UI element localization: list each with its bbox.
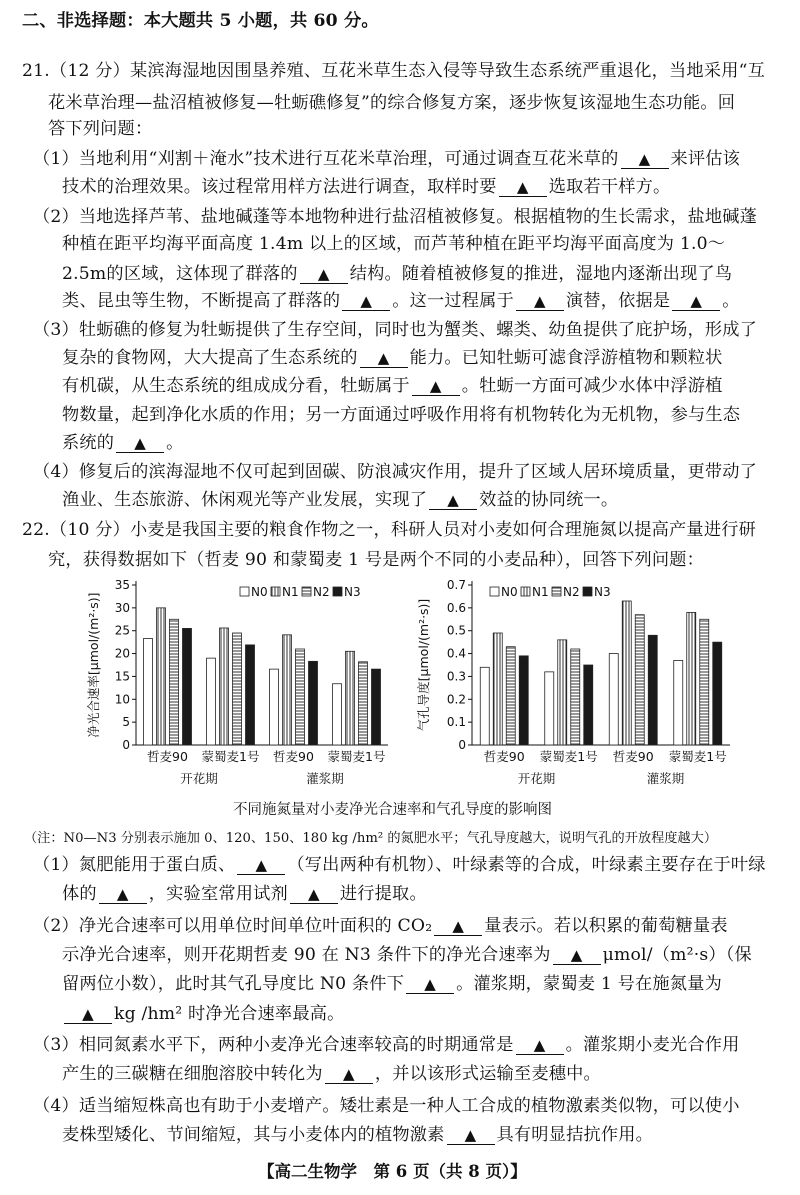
text-segment: 能力。已知牡蛎可滤食浮游植物和颗粒状 [409, 348, 723, 368]
category-label: 哲麦90 [147, 749, 188, 764]
answer-blank[interactable] [64, 1005, 112, 1024]
text-segment: ，并以该形式运输至麦穗中。 [374, 1064, 601, 1084]
answer-blank[interactable] [621, 150, 669, 169]
text-segment: （1）当地利用“刈割＋淹水”技术进行互花米草治理，可通过调查互花米草的 [33, 149, 619, 169]
text-segment: 进行提取。 [339, 884, 427, 904]
text-segment: 选取若干样方。 [548, 177, 671, 197]
text-line [33, 854, 766, 876]
legend-label: N2 [563, 585, 580, 599]
text-line [33, 915, 728, 937]
answer-blank[interactable] [447, 1126, 495, 1145]
bar [372, 669, 381, 745]
answer-blank[interactable] [516, 1036, 564, 1055]
answer-blank[interactable] [342, 292, 390, 311]
text-segment: （2）净光合速率可以用单位时间单位叶面积的 CO₂ [33, 916, 433, 936]
legend-label: N2 [313, 585, 330, 599]
text-segment: 渔业、生态旅游、休闲观光等产业发展，实现了 [62, 490, 428, 510]
text-segment: 类、昆虫等生物，不断提高了群落的 [62, 291, 341, 311]
text-line [62, 1063, 601, 1085]
bar [584, 665, 593, 745]
text-segment: 效益的协同统一。 [479, 490, 619, 510]
text-segment: μmol/（m²·s）（保 [602, 945, 752, 965]
figure-caption: 不同施氮量对小麦净光合速率和气孔导度的影响图 [233, 802, 552, 818]
answer-blank[interactable] [412, 377, 460, 396]
text-segment: 具有明显拮抗作用。 [496, 1125, 654, 1145]
text-segment: 体的 [62, 884, 97, 904]
text-segment: 22.（10 分）小麦是我国主要的粮食作物之一，科研人员对小麦如何合理施氮以提高产量进行研 [22, 520, 756, 540]
y-tick-label: 10 [114, 692, 130, 707]
answer-blank[interactable] [360, 349, 408, 368]
bar [296, 649, 305, 745]
triangle-icon: ▲ [377, 349, 390, 367]
answer-blank[interactable] [553, 946, 601, 965]
legend-swatch [333, 587, 342, 596]
text-line [62, 1003, 344, 1025]
text-segment: 示净光合速率，则开花期哲麦 90 在 N3 条件下的净光合速率为 [62, 945, 551, 965]
text-segment: 有机碳，从生态系统的组成成分看，牡蛎属于 [62, 376, 410, 396]
text-segment: 究，获得数据如下（哲麦 90 和蒙蜀麦 1 号是两个不同的小麦品种），回答下列问题： [48, 550, 705, 570]
triangle-icon: ▲ [360, 292, 373, 310]
legend-swatch [490, 587, 499, 596]
answer-blank[interactable] [672, 292, 720, 311]
text-line [33, 1034, 740, 1056]
text-line [62, 1124, 653, 1146]
group-label: 灌浆期 [306, 771, 344, 786]
triangle-icon: ▲ [452, 917, 465, 935]
triangle-icon: ▲ [317, 265, 330, 283]
net-photosynthesis-chart [86, 575, 400, 794]
text-segment: 物数量，起到净化水质的作用；另一方面通过呼吸作用将有机物转化为无机物，参与生态 [62, 405, 741, 425]
text-line [62, 290, 740, 312]
bar [609, 654, 618, 745]
text-segment: 产生的三碳糖在细胞溶胶中转化为 [62, 1064, 323, 1084]
category-label: 哲麦90 [483, 749, 525, 764]
bar [170, 619, 179, 745]
text-line [33, 1095, 740, 1117]
answer-blank[interactable] [325, 1065, 373, 1084]
answer-blank[interactable] [300, 265, 348, 284]
y-tick-label: 5 [122, 715, 130, 730]
y-tick-label: 15 [114, 669, 130, 684]
category-label: 蒙蜀麦1号 [668, 749, 727, 764]
text-line [62, 233, 725, 255]
category-label: 蒙蜀麦1号 [327, 749, 386, 764]
bar [506, 647, 515, 745]
triangle-icon: ▲ [308, 885, 320, 903]
triangle-icon: ▲ [82, 1005, 94, 1023]
bar [687, 612, 696, 745]
triangle-icon: ▲ [534, 292, 546, 310]
text-line [33, 148, 740, 170]
y-tick-label: 0 [458, 738, 466, 752]
text-segment: 花米草治理—盐沼植被修复—牡蛎礁修复”的综合修复方案，逐步恢复该湿地生态功能。回 [48, 93, 736, 113]
text-segment: （1）氮肥能用于蛋白质、 [33, 855, 236, 875]
triangle-icon: ▲ [116, 885, 129, 903]
text-line [22, 519, 756, 541]
bar [519, 656, 528, 745]
text-line [48, 118, 152, 140]
bar [700, 619, 709, 745]
bar [648, 635, 657, 745]
text-segment: （4）适当缩短株高也有助于小麦增产。矮壮素是一种人工合成的植物激素类似物，可以使小 [33, 1096, 740, 1116]
triangle-icon: ▲ [516, 178, 529, 196]
text-segment: （3）相同氮素水平下，两种小麦净光合速率较高的时期通常是 [33, 1035, 514, 1055]
text-segment: 系统的 [62, 433, 115, 453]
text-segment: 麦株型矮化、节间缩短，其与小麦体内的植物激素 [62, 1125, 445, 1145]
triangle-icon: ▲ [464, 1126, 477, 1144]
legend-label: N0 [501, 585, 518, 599]
text-segment: （写出两种有机物）、叶绿素等的合成，叶绿素主要存在于叶绿 [287, 855, 766, 875]
y-tick-label: 35 [114, 578, 130, 592]
answer-blank[interactable] [499, 178, 547, 197]
text-line [62, 404, 740, 426]
bar [157, 608, 166, 745]
text-segment: kg /hm² 时净光合速率最高。 [114, 1004, 345, 1024]
category-label: 蒙蜀麦1号 [539, 749, 598, 764]
triangle-icon: ▲ [447, 491, 460, 509]
y-axis-label: 净光合速率[μmol/(m²·s)] [86, 592, 101, 738]
text-segment: （4）修复后的滨海湿地不仅可起到固碳、防浪减灾作用，提升了区域人居环境质量，更带动了 [33, 462, 758, 482]
y-tick-label: 0.2 [446, 692, 466, 707]
text-segment: 。灌浆期小麦光合作用 [565, 1035, 740, 1055]
y-tick-label: 0.3 [446, 669, 466, 684]
answer-blank[interactable] [429, 491, 477, 510]
text-line [62, 176, 670, 198]
text-line [62, 347, 723, 369]
y-tick-label: 30 [114, 600, 130, 615]
y-axis-label: 气孔导度[μmol/(m²·s)] [416, 598, 431, 732]
triangle-icon: ▲ [533, 1036, 546, 1054]
triangle-icon: ▲ [342, 1065, 355, 1083]
bar [283, 635, 292, 745]
triangle-icon: ▲ [255, 856, 268, 874]
bar [558, 640, 567, 745]
text-line [33, 206, 757, 228]
legend-swatch [271, 587, 280, 596]
stomatal-conductance-chart [416, 575, 740, 794]
text-segment: 。灌浆期，蒙蜀麦 1 号在施氮量为 [456, 974, 722, 994]
text-line [33, 461, 757, 483]
bar [233, 633, 242, 745]
y-tick-label: 25 [114, 623, 130, 638]
legend-swatch [552, 587, 561, 596]
text-segment: 2.5m的区域，这体现了群落的 [62, 264, 298, 284]
y-tick-label: 0.5 [446, 623, 466, 638]
section-header: 二、非选择题：本大题共 5 小题，共 60 分。 [22, 11, 379, 31]
y-tick-label: 0 [122, 738, 130, 752]
bar [207, 658, 216, 745]
legend-label: N0 [251, 585, 268, 599]
legend-label: N3 [344, 585, 361, 599]
group-label: 开花期 [180, 771, 218, 786]
bar [359, 662, 368, 745]
text-line [33, 319, 757, 341]
bar [622, 601, 631, 745]
bar [270, 669, 279, 745]
figure-note: （注：N0—N3 分别表示施加 0、120、150、180 kg /hm² 的氮肥水平；气孔导度越大，说明气孔的开放程度越大） [24, 831, 718, 846]
text-segment: 。 [722, 291, 740, 311]
text-segment: 。 [166, 433, 184, 453]
text-line [62, 375, 723, 397]
text-segment: 结构。随着植被修复的推进，湿地内逐渐出现了鸟 [349, 264, 733, 284]
triangle-icon: ▲ [134, 434, 147, 452]
triangle-icon: ▲ [638, 150, 651, 168]
y-tick-label: 0.7 [446, 578, 466, 592]
triangle-icon: ▲ [690, 292, 703, 310]
answer-blank[interactable] [516, 292, 564, 311]
answer-blank[interactable] [434, 917, 482, 936]
y-tick-label: 20 [114, 646, 130, 661]
text-segment: 种植在距平均海平面高度 1.4m 以上的区域，而芦苇种植在距平均海平面高度为 1.0～ [62, 234, 726, 254]
legend-label: N1 [282, 585, 299, 599]
page-footer: 【高二生物学 第 6 页（共 8 页）】 [258, 1162, 527, 1181]
text-line [62, 973, 722, 995]
group-label: 开花期 [517, 771, 556, 786]
text-segment: 复杂的食物网，大大提高了生态系统的 [62, 348, 358, 368]
answer-blank[interactable] [99, 885, 147, 904]
bar [545, 672, 554, 745]
text-segment: （2）当地选择芦苇、盐地碱蓬等本地物种进行盐沼植被修复。根据植物的生长需求，盐地碱蓬 [33, 207, 758, 227]
answer-blank[interactable] [406, 975, 454, 994]
bar [333, 684, 342, 745]
text-line [62, 489, 618, 511]
bar [309, 661, 318, 745]
legend-swatch [583, 587, 592, 596]
text-segment: 留两位小数），此时其气孔导度比 N0 条件下 [62, 974, 405, 994]
text-segment: （3）牡蛎礁的修复为牡蛎提供了生存空间，同时也为蟹类、螺类、幼鱼提供了庇护场，形成了 [33, 320, 758, 340]
text-segment: ，实验室常用试剂 [148, 884, 288, 904]
text-segment: 。这一过程属于 [392, 291, 514, 311]
bar [713, 642, 722, 745]
bar [183, 628, 192, 745]
bar [493, 633, 502, 745]
bar [571, 649, 580, 745]
triangle-icon: ▲ [570, 946, 583, 964]
category-label: 蒙蜀麦1号 [201, 749, 260, 764]
bar [220, 628, 229, 745]
y-tick-label: 0.1 [446, 715, 466, 730]
answer-blank[interactable] [116, 434, 164, 453]
legend-swatch [240, 587, 249, 596]
category-label: 哲麦90 [273, 749, 314, 764]
text-segment: 来评估该 [670, 149, 741, 169]
text-line [62, 883, 427, 905]
text-line [48, 92, 735, 114]
y-tick-label: 0.4 [446, 646, 466, 661]
text-segment: 技术的治理效果。该过程常用样方法进行调查，取样时要 [62, 177, 497, 197]
answer-blank[interactable] [290, 885, 338, 904]
text-line [62, 432, 184, 454]
bar [674, 660, 683, 745]
triangle-icon: ▲ [429, 377, 442, 395]
legend-swatch [521, 587, 530, 596]
legend-swatch [302, 587, 311, 596]
bar [635, 615, 644, 745]
bar [480, 667, 489, 745]
text-line [62, 944, 752, 966]
text-segment: 答下列问题： [48, 119, 153, 139]
group-label: 灌浆期 [646, 771, 685, 786]
bar [144, 638, 153, 745]
y-tick-label: 0.6 [446, 600, 466, 615]
text-segment: 量表示。若以积累的葡萄糖量表 [484, 916, 728, 936]
category-label: 哲麦90 [612, 749, 654, 764]
triangle-icon: ▲ [424, 975, 436, 993]
legend-label: N1 [532, 585, 549, 599]
legend-label: N3 [594, 585, 611, 599]
bar [346, 651, 355, 745]
text-line [48, 549, 704, 571]
text-segment: 演替，依据是 [565, 291, 671, 311]
text-segment: 。牡蛎一方面可减少水体中浮游植 [461, 376, 723, 396]
bar [246, 645, 255, 745]
text-segment: 21.（12 分）某滨海湿地因围垦养殖、互花米草生态入侵等导致生态系统严重退化，当地采用“互 [22, 61, 765, 81]
text-line [22, 60, 765, 82]
answer-blank[interactable] [237, 856, 285, 875]
text-line [62, 263, 732, 285]
